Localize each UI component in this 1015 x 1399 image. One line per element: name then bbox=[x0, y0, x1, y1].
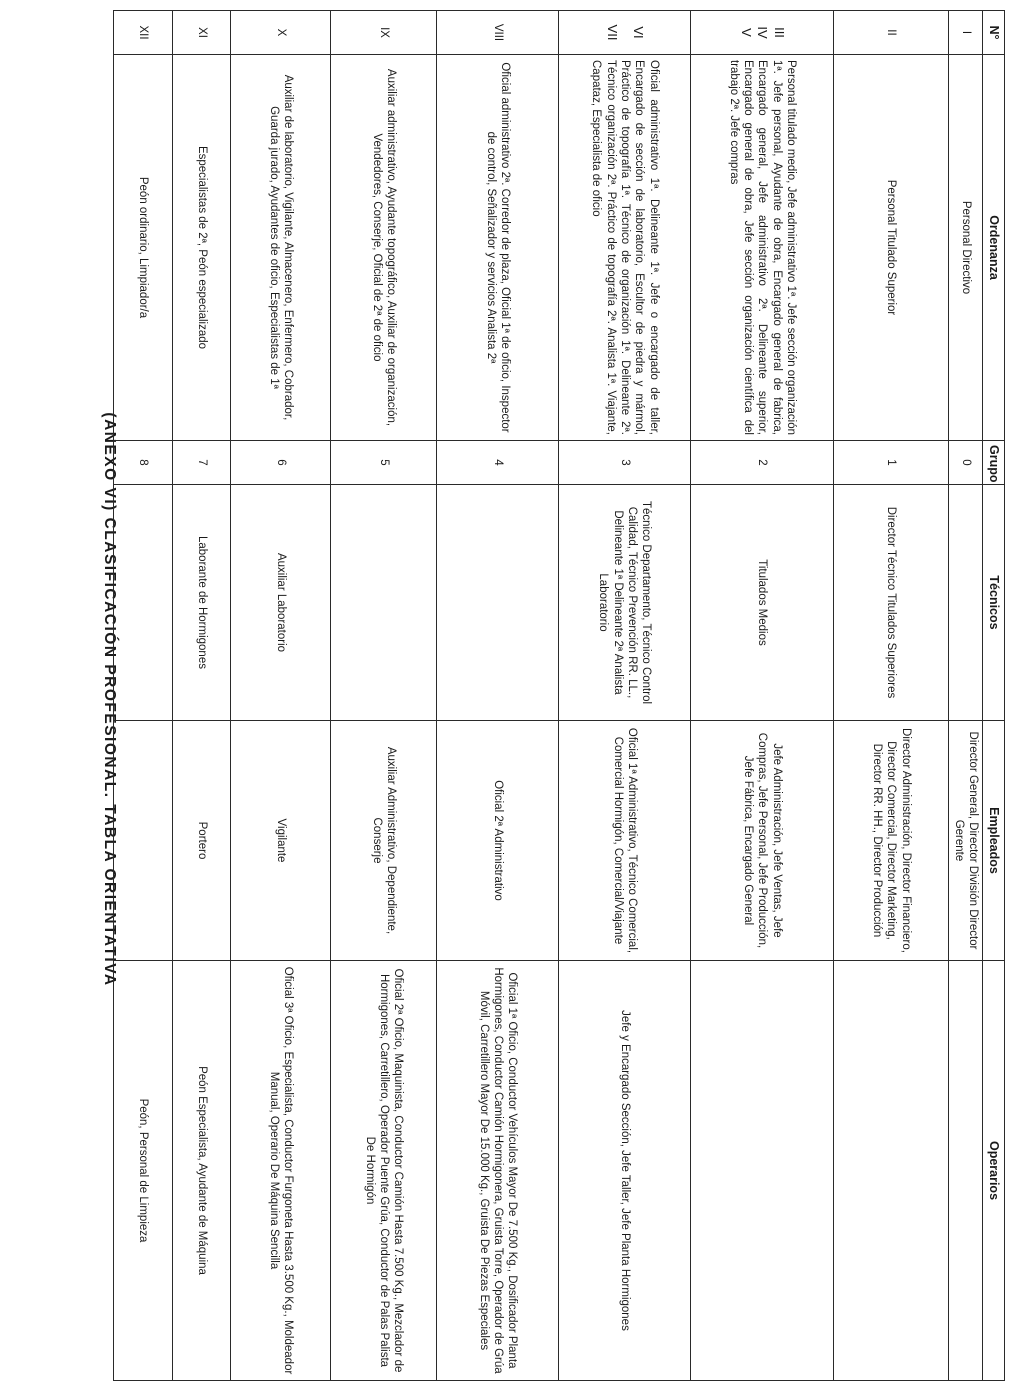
row-number-v: V bbox=[739, 28, 755, 37]
document-title: (ANEXO VI) CLASIFICACIÓN PROFESIONAL. TABLA ORIENTATIVA bbox=[101, 412, 118, 987]
row-number: IX bbox=[331, 11, 437, 55]
operarios-cell: Oficial 2ª Oficio, Maquinista, Conductor Camión Hasta 7.500 Kg., Mezclador de Hormigones, Carretillero, Operador Puente Grúa, Conductor de Palas Palista De Hormigón bbox=[331, 961, 437, 1381]
ordenanza-cell: Oficial administrativo 2ª. Corredor de plaza, Oficial 1ª de oficio, Inspector de control, Señalizador y servicios Analista 2ª bbox=[437, 55, 559, 441]
grupo-cell: 4 bbox=[437, 441, 559, 485]
tecnicos-cell bbox=[331, 485, 437, 721]
tecnicos-cell: Auxiliar Laboratorio bbox=[231, 485, 331, 721]
header-n: N° bbox=[983, 11, 1005, 55]
classification-table bbox=[113, 10, 1005, 1381]
operarios-cell bbox=[691, 961, 834, 1381]
table-row bbox=[331, 11, 437, 1381]
grupo-cell: 8 bbox=[114, 441, 173, 485]
empleados-cell: Oficial 2ª Administrativo bbox=[437, 721, 559, 961]
row-number: VIII bbox=[437, 11, 559, 55]
row-number: X bbox=[231, 11, 331, 55]
row-number bbox=[559, 11, 691, 55]
empleados-cell: Director Administración, Director Financiero, Director Comercial, Director Marketing, Director RR. HH., Director Producción bbox=[834, 721, 949, 961]
row-number: I bbox=[949, 11, 983, 55]
grupo-cell: 7 bbox=[173, 441, 231, 485]
table-row bbox=[231, 11, 331, 1381]
tecnicos-cell: Técnico Departamento, Técnico Control Calidad, Técnico Prevención RR. LL., Delineante 1ª Delineante 2ª Analista Laboratorio bbox=[559, 485, 691, 721]
header-row bbox=[983, 11, 1005, 1381]
tecnicos-cell: Titulados Medios bbox=[691, 485, 834, 721]
row-number-vi: VI bbox=[631, 26, 646, 39]
table-row bbox=[173, 11, 231, 1381]
operarios-cell: Oficial 1ª Oficio, Conductor Vehículos Mayor De 7.500 Kg., Dosificador Planta Hormigones, Conductor Camión Hormigonera, Gruista Torre, Operador de Grúa Móvil, Carretillero Mayor De 15.000 Kg., Gruista De Piezas Especiales bbox=[437, 961, 559, 1381]
operarios-cell: Jefe y Encargado Sección, Jefe Taller, Jefe Planta Hormigones bbox=[559, 961, 691, 1381]
table-row bbox=[949, 11, 983, 1381]
empleados-cell: Jefe Administración, Jefe Ventas, Jefe Compras, Jefe Personal, Jefe Producción, Jefe Fábrica, Encargado General bbox=[691, 721, 834, 961]
grupo-cell: 3 bbox=[559, 441, 691, 485]
header-empleados: Empleados bbox=[983, 721, 1005, 961]
ordenanza-cell: Personal Directivo bbox=[949, 55, 983, 441]
empleados-cell: Oficial 1ª Administrativo, Técnico Comercial, Comercial Hormigón, Comercial/Viajante bbox=[559, 721, 691, 961]
grupo-cell: 5 bbox=[331, 441, 437, 485]
grupo-cell: 0 bbox=[949, 441, 983, 485]
row-number: II bbox=[834, 11, 949, 55]
tecnicos-cell: Director Técnico Titulados Superiores bbox=[834, 485, 949, 721]
table-row bbox=[437, 11, 559, 1381]
tecnicos-cell bbox=[114, 485, 173, 721]
empleados-cell: Portero bbox=[173, 721, 231, 961]
row-number-vii: VII bbox=[604, 24, 620, 41]
table-row bbox=[114, 11, 173, 1381]
empleados-cell bbox=[114, 721, 173, 961]
row-number-iv: IV bbox=[755, 26, 771, 39]
empleados-cell: Auxiliar Administrativo, Dependiente, Conserje bbox=[331, 721, 437, 961]
tecnicos-cell bbox=[437, 485, 559, 721]
row-number: XI bbox=[173, 11, 231, 55]
header-ordenanza: Ordenanza bbox=[983, 55, 1005, 441]
table-row bbox=[834, 11, 949, 1381]
operarios-cell: Peón Especialista, Ayudante de Máquina bbox=[173, 961, 231, 1381]
grupo-cell: 1 bbox=[834, 441, 949, 485]
ordenanza-cell: Auxiliar de laboratorio, Vigilante, Almacenero, Enfermero, Cobrador, Guarda jurado, Ayudantes de oficio, Especialistas de 1ª bbox=[231, 55, 331, 441]
operarios-cell bbox=[949, 961, 983, 1381]
grupo-cell: 6 bbox=[231, 441, 331, 485]
row-number: XII bbox=[114, 11, 173, 55]
ordenanza-cell: Oficial administrativo 1ª. Delineante 1ª. Jefe o encargado de taller, Encargado de sección de laboratorio, Escultor de piedra y mármol, Práctico de topografía 1ª. Técnico de organización 1ª. Delineante 2ª. Técnico organización 2ª. Práctico de topografía 2ª. Analista 1ª. Viajante, Capataz, Especialista de oficio bbox=[559, 55, 691, 441]
tecnicos-cell: Laborante de Hormigones bbox=[173, 485, 231, 721]
ordenanza-cell: Personal titulado medio, Jefe administrativo 1ª. Jefe sección organización 1ª. Jefe personal, Ayudante de obra, Encargado general de fabrica, Encargado general, Jefe administrativo 2ª. Delineante superior, Encargado general de obra, Jefe sección organización científica del trabajo 2ª. Jefe compras bbox=[691, 55, 834, 441]
header-operarios: Operarios bbox=[983, 961, 1005, 1381]
header-tecnicos: Técnicos bbox=[983, 485, 1005, 721]
ordenanza-cell: Auxiliar administrativo, Ayudante topográfico, Auxiliar de organización, Vendedores, Conserje, Oficial de 2ª de oficio bbox=[331, 55, 437, 441]
ordenanza-cell: Peón ordinario, Limpiador/a bbox=[114, 55, 173, 441]
table-row bbox=[691, 11, 834, 1381]
tecnicos-cell bbox=[949, 485, 983, 721]
operarios-cell bbox=[834, 961, 949, 1381]
grupo-cell: 2 bbox=[691, 441, 834, 485]
header-grupo: Grupo bbox=[983, 441, 1005, 485]
empleados-cell: Vigilante bbox=[231, 721, 331, 961]
empleados-cell: Director General, Director División Director Gerente bbox=[949, 721, 983, 961]
row-number-iii: III bbox=[771, 27, 787, 38]
operarios-cell: Oficial 3ª Oficio, Especialista, Conductor Furgoneta Hasta 3.500 Kg., Moldeador Manual, Operario De Máquina Sencilla bbox=[231, 961, 331, 1381]
table-row bbox=[559, 11, 691, 1381]
row-number bbox=[691, 11, 834, 55]
ordenanza-cell: Personal Titulado Superior bbox=[834, 55, 949, 441]
ordenanza-cell: Especialistas de 2ª, Peón especializado bbox=[173, 55, 231, 441]
operarios-cell: Peón, Personal de Limpieza bbox=[114, 961, 173, 1381]
